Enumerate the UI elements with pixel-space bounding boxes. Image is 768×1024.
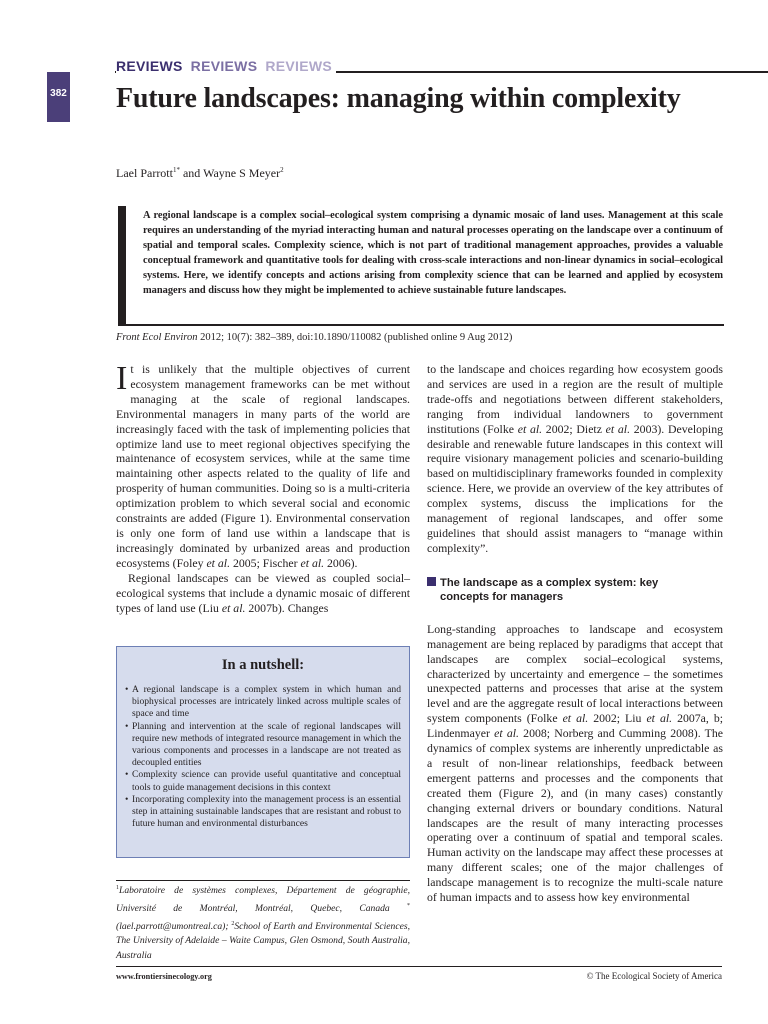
nutshell-list xyxy=(125,684,401,830)
drop-cap: I xyxy=(116,360,128,397)
nutshell-item: • Planning and intervention at the scale of regional landscapes will require new methods of integrated resource management in which the various components and processes in a landscape are not treated as decoupled entities xyxy=(125,721,401,770)
affiliation-1: Laboratoire de systèmes complexes, Département de géographie, Université de Montréal, Montréal, Quebec, Canada xyxy=(116,885,410,914)
author-1-marks: 1* xyxy=(172,166,180,174)
p2-text: Regional landscapes can be viewed as coupled social–ecological systems that include a dynamic mosaic of different types of land use (Liu xyxy=(116,570,410,615)
nutshell-item: • Complexity science can provide useful quantitative and conceptual tools to guide management decisions in this context xyxy=(125,769,401,793)
affiliations-footnote xyxy=(116,880,410,964)
intro-text-mid: 2005; Fischer xyxy=(230,555,301,570)
p2-text-end: 2007b). Changes xyxy=(245,600,329,615)
footer-rule xyxy=(116,966,722,967)
p4-text-d: 2008; Norberg and Cumming 2008). The dynamics of complex systems are inherently unpredictable as a result of non-linear relationships, feedback between emergent patterns and processes and the components that created them (Figure 2), and (in many cases) constantly changing external drivers or boundary conditions. Natural landscapes are the result of many interacting processes operating over a continuum of spatial and temporal scales. Human activity on the landscape may affect these processes at many different scales; one of the major challenges of landscape management is to recognize the multi-scale nature of human impacts and to assess how key environmental xyxy=(427,726,724,905)
abstract-bar xyxy=(118,206,126,324)
author-2-marks: 2 xyxy=(280,166,284,174)
et-al: et al. xyxy=(206,555,231,570)
square-bullet-icon xyxy=(427,577,436,586)
affiliation-2: School of Earth and Environmental Sciences, The University of Adelaide – Waite Campus, Glen Osmond, South Australia, Australia xyxy=(116,920,410,961)
author-1: Lael Parrott xyxy=(116,166,173,180)
intro-text: t is unlikely that the multiple objectives of current ecosystem management frameworks can be met without managing at the scale of regional landscapes. Environmental managers in many parts of the world are increasingly faced with the task of implementing policies that optimize land use to meet regional objectives specifying the maintenance of ecosystem services, while at the same time maintaining other aspects related to the quality of life and prosperity of human communities. Doing so is a multi-criteria optimization problem to which several social and economic constraints are added (Figure 1). Environmental conservation is only one form of land use within a landscape that is increasingly dominated by urbanized areas and production ecosystems (Foley xyxy=(116,362,410,570)
nutshell-item: • A regional landscape is a complex system in which human and biophysical processes are intricately linked across multiple scales of space and time xyxy=(125,684,401,721)
section-heading xyxy=(427,576,723,604)
article-title: Future landscapes: managing within complexity xyxy=(116,83,681,114)
intro-text-end: 2006). xyxy=(324,555,358,570)
author-2: Wayne S Meyer xyxy=(203,166,281,180)
section-heading-line-1: The landscape as a complex system: key xyxy=(440,576,659,589)
p4-text-c: 2007a, b; Lindenmayer xyxy=(427,711,724,741)
paragraph-3 xyxy=(427,362,723,556)
section-word-3: REVIEWS xyxy=(265,58,333,74)
right-column xyxy=(427,362,723,905)
p4-text: Long-standing approaches to landscape and ecosystem management are being replaced by paradigms that accept that landscapes are complex social–ecological systems, characterized by uncertainty and emergence – the sometimes unexpected patterns and processes that arise at the system level and are the aggregate result of local interactions between system components (Folke xyxy=(427,621,723,726)
p3-text-c: 2003). Developing desirable and renewable future landscapes in this context will require visionary management policies and scenario-building based on multidisciplinary frameworks founded in complexity science. Here, we provide an overview of the key attributes of complex systems, discuss the implications for the management of regional landscapes, and offer some guidelines that should assist managers to “manage within complexity”. xyxy=(427,421,724,555)
et-al: et al. xyxy=(494,726,519,741)
intro-paragraph xyxy=(116,362,410,571)
footnote-mark: 1 xyxy=(116,885,119,891)
nutshell-item: • Incorporating complexity into the management process is an essential step in attaining sustainable landscapes that are resistant and robust to future human and environmental disturbances xyxy=(125,794,401,831)
footer-website: www.frontiersinecology.org xyxy=(116,972,212,981)
footnote-mark: 2 xyxy=(231,920,235,927)
citation-details: 2012; 10(7): 382–389, doi:10.1890/110082 (published online 9 Aug 2012) xyxy=(197,332,513,343)
journal-name: Front Ecol Environ xyxy=(116,332,198,343)
p3-text: to the landscape and choices regarding how ecosystem goods and services are used in a region are the result of multiple trade-offs and negotiations between different stakeholders, ranging from individual landowners to government institutions (Folke xyxy=(427,362,723,436)
footer-copyright: © The Ecological Society of America xyxy=(586,971,722,981)
et-al: et al. xyxy=(517,421,543,436)
author-connector: and xyxy=(179,166,204,180)
page-number: 382 xyxy=(50,88,67,99)
footnote-star: * xyxy=(407,902,410,909)
abstract-rule xyxy=(118,324,724,326)
et-al: et al. xyxy=(300,555,325,570)
corresponding-email: (lael.parrott@umontreal.ca); xyxy=(116,920,232,932)
author-line xyxy=(116,166,284,181)
et-al: et al. xyxy=(562,711,589,726)
p3-text-b: 2002; Dietz xyxy=(542,421,606,436)
section-header xyxy=(116,58,336,74)
p4-text-b: 2002; Liu xyxy=(588,711,647,726)
left-column xyxy=(116,362,410,615)
et-al: et al. xyxy=(646,711,673,726)
nutshell-box xyxy=(116,646,410,858)
section-word-1: REVIEWS xyxy=(116,58,183,74)
paragraph-4 xyxy=(427,622,723,905)
abstract: A regional landscape is a complex social–ecological system comprising a dynamic mosaic of land uses. Management at this scale requires an understanding of the myriad interacting human and natural processes operating on the landscape over a continuum of spatial and temporal scales. Complexity science, which is not part of traditional management approaches, provides a valuable conceptual framework and quantitative tools for dealing with cross-scale interactions and non-linear dynamics in social–ecological systems. Here, we identify concepts and actions arising from complexity science that can be learned and applied by ecosystem managers and discuss how they might be implemented to achieve sustainable future landscapes. xyxy=(143,210,723,297)
et-al: et al. xyxy=(221,600,246,615)
section-word-2: REVIEWS xyxy=(190,58,258,74)
et-al: et al. xyxy=(605,421,631,436)
nutshell-title: In a nutshell: xyxy=(221,657,305,673)
paragraph-2 xyxy=(116,571,410,616)
section-heading-line-2: concepts for managers xyxy=(440,590,564,603)
citation xyxy=(116,332,512,343)
